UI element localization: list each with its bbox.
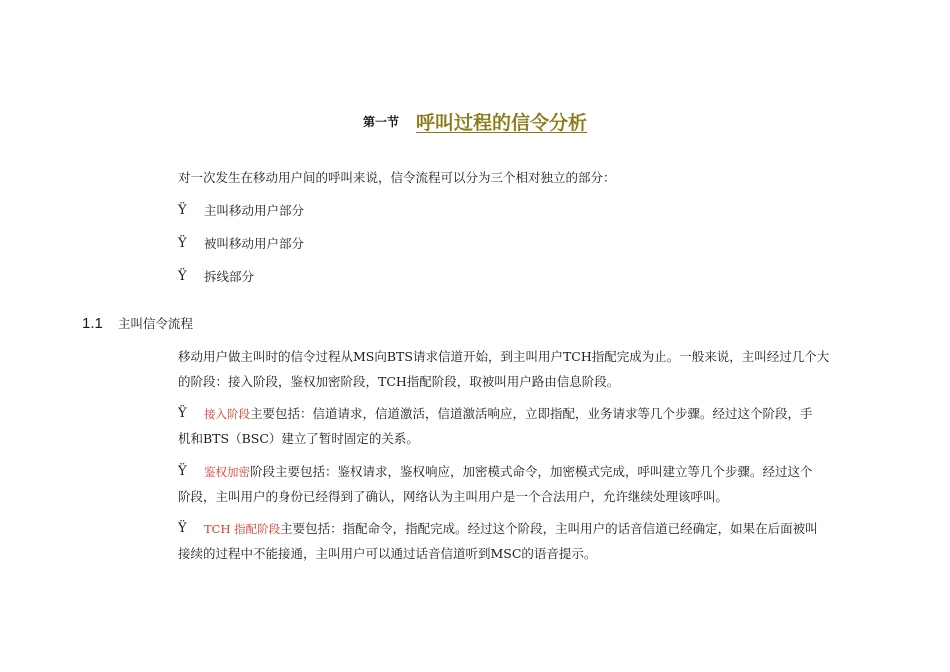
paragraph-line: 机和BTS（BSC）建立了暂时固定的关系。 [178,431,419,446]
subsection-heading [82,314,193,333]
subsection-number: 1.1 [82,315,103,332]
bullet-icon: Ÿ [178,236,187,251]
list-item-line [204,520,818,538]
paragraph-line: 的阶段：接入阶段，鉴权加密阶段，TCH指配阶段，取被叫用户路由信息阶段。 [178,374,620,389]
item-text: 主要包括：信道请求，信道激活，信道激活响应，立即指配，业务请求等几个步骤。经过这个阶段，手 [250,406,813,421]
bullet-icon: Ÿ [178,464,187,479]
page-title: 呼叫过程的信令分析 [416,112,588,134]
highlight-term: 鉴权加密 [204,465,250,479]
subsection-title: 主叫信令流程 [117,316,193,331]
section-heading [0,108,950,135]
list-item-line [204,405,813,423]
part-item: 拆线部分 [204,269,255,284]
intro-text: 对一次发生在移动用户间的呼叫来说，信令流程可以分为三个相对独立的部分： [178,170,616,185]
section-label: 第一节 [362,115,399,129]
bullet-icon: Ÿ [178,269,187,284]
highlight-term: TCH 指配阶段 [204,522,281,536]
paragraph-line: 接续的过程中不能接通，主叫用户可以通过话音信道听到MSC的语音提示。 [178,546,597,561]
paragraph-line: 移动用户做主叫时的信令过程从MS向BTS请求信道开始，到主叫用户TCH指配完成为止。一般来说，主叫经过几个大 [178,349,830,364]
item-text: 阶段主要包括：鉴权请求，鉴权响应，加密模式命令，加密模式完成，呼叫建立等几个步骤。经过这个 [250,464,813,479]
part-item: 主叫移动用户部分 [204,203,305,218]
bullet-icon: Ÿ [178,203,187,218]
bullet-icon: Ÿ [178,521,187,536]
part-item: 被叫移动用户部分 [204,236,305,251]
bullet-icon: Ÿ [178,406,187,421]
item-text: 主要包括：指配命令，指配完成。经过这个阶段，主叫用户的话音信道已经确定，如果在后面被叫 [280,521,818,536]
list-item-line [204,463,813,481]
highlight-term: 接入阶段 [204,407,250,421]
paragraph-line: 阶段，主叫用户的身份已经得到了确认，网络认为主叫用户是一个合法用户，允许继续处理该呼叫。 [178,489,729,504]
